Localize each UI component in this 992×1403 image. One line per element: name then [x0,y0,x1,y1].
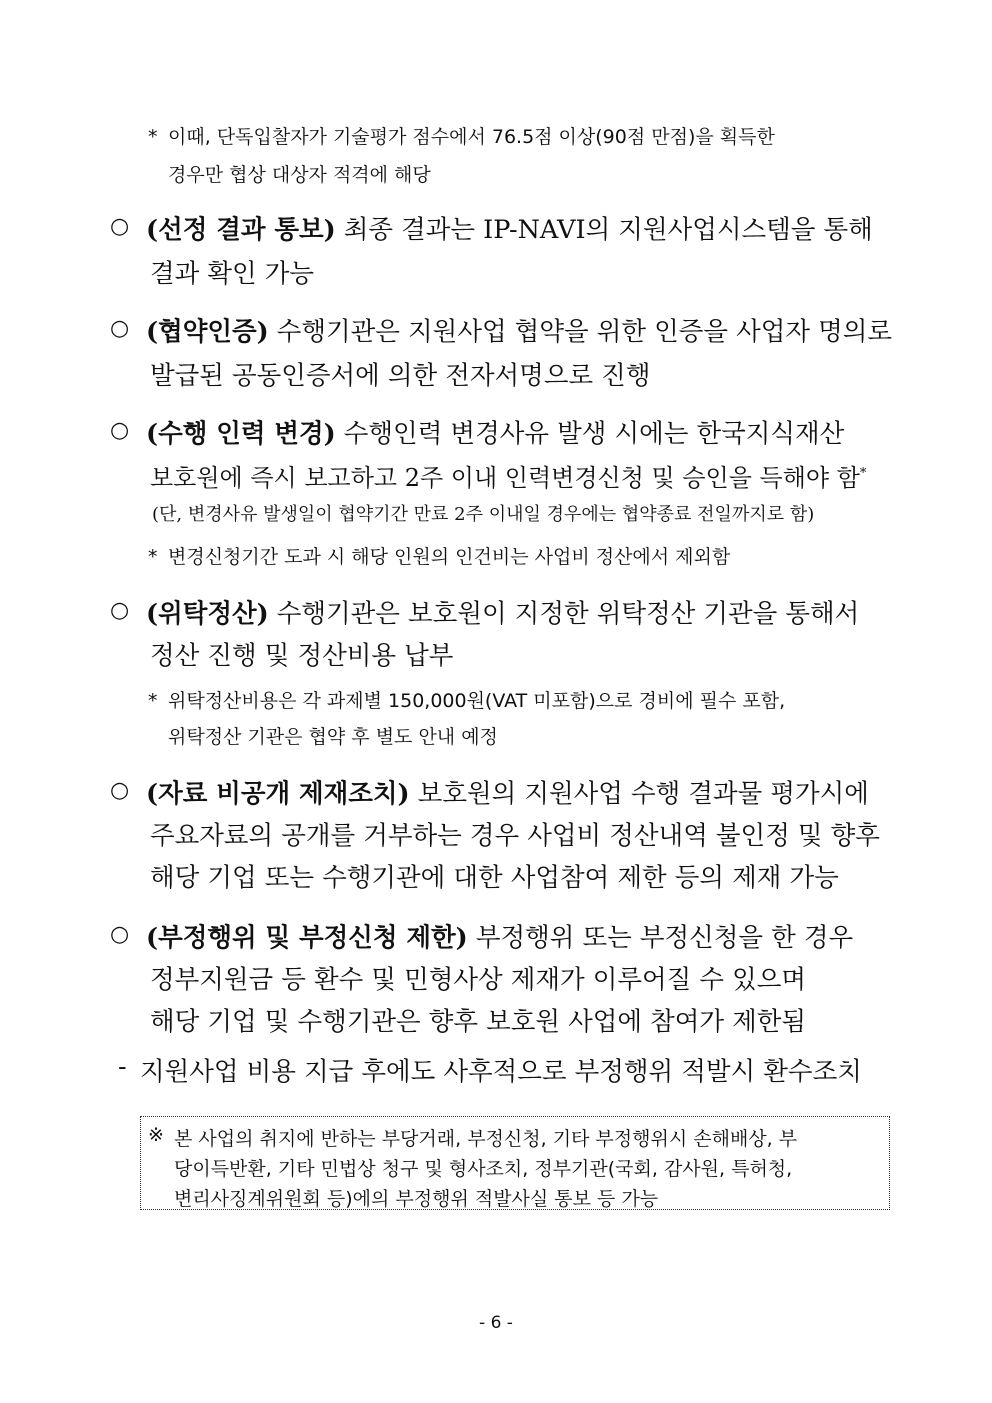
item-title: (선정 결과 통보) [146,215,336,245]
item-line [146,918,853,954]
item-text: 최종 결과는 IP-NAVI의 지원사업시스템을 통해 [335,215,873,245]
page-number: - 6 - [479,1313,513,1333]
item-title: (부정행위 및 부정신청 제한) [146,923,468,953]
dash-mark: - [118,1052,127,1082]
dash-text: 지원사업 비용 지급 후에도 사후적으로 부정행위 적발시 환수조치 [140,1057,862,1087]
note-mark: * [148,690,158,712]
notice-text: 변리사징계위원회 등)에의 부정행위 적발사실 통보 등 가능 [174,1188,659,1210]
item-line [146,774,869,810]
bullet-icon: ○ [110,778,130,803]
note-mark: * [148,546,158,568]
item-text: 정산 진행 및 정산비용 납부 [150,641,454,671]
footnote-mark: * [859,466,867,481]
bullet-icon: ○ [110,316,130,341]
item-title: (수행 인력 변경) [146,419,336,449]
item-line [146,594,859,630]
item-text: 수행기관은 보호원이 지정한 위탁정산 기관을 통해서 [268,599,860,629]
item-text: 수행기관은 지원사업 협약을 위한 인증을 사업자 명의로 [268,317,892,347]
item-text: 부정행위 또는 부정신청을 한 경우 [467,923,854,953]
item-paren: (단, 변경사유 발생일이 협약기간 만료 2주 이내일 경우에는 협약종료 전일까지로 함) [152,504,815,525]
item-text: 결과 확인 가능 [150,259,315,289]
bullet-icon: ○ [110,214,130,239]
notice-text: 본 사업의 취지에 반하는 부당거래, 부정신청, 기타 부정행위시 손해배상, 부 [174,1128,798,1150]
bullet-icon: ○ [110,598,130,623]
item-text: 수행인력 변경사유 발생 시에는 한국지식재산 [335,419,845,449]
note-mark: * [148,126,158,148]
note-text: 이때, 단독입찰자가 기술평가 점수에서 76.5점 이상(90점 만점)을 획득한 [168,126,775,148]
item-line [146,312,892,348]
item-text: 해당 기업 및 수행기관은 향후 보호원 사업에 참여가 제한됨 [150,1007,807,1037]
bullet-icon: ○ [110,418,130,443]
item-text: 주요자료의 공개를 거부하는 경우 사업비 정산내역 불인정 및 향후 [150,821,880,851]
bullet-icon: ○ [110,922,130,947]
note-text: 위탁정산 기관은 협약 후 별도 안내 예정 [168,726,498,748]
item-text: 보호원의 지원사업 수행 결과물 평가시에 [409,779,869,809]
notice-mark: ※ [148,1124,164,1146]
item-line [150,458,866,493]
notice-text: 당이득반환, 기타 민법상 청구 및 형사조치, 정부기관(국회, 감사원, 특허청, [174,1158,793,1180]
item-text: 보호원에 즉시 보고하고 2주 이내 인력변경신청 및 승인을 득해야 함 [150,464,860,492]
item-title: (협약인증) [146,317,269,347]
note-text: 경우만 협상 대상자 적격에 해당 [168,164,431,186]
note-text: 변경신청기간 도과 시 해당 인원의 인건비는 사업비 정산에서 제외함 [168,546,731,568]
item-text: 발급된 공동인증서에 의한 전자서명으로 진행 [150,361,651,391]
note-text: 위탁정산비용은 각 과제별 150,000원(VAT 미포함)으로 경비에 필수 포함, [168,690,786,712]
item-title: (위탁정산) [146,599,269,629]
item-text: 정부지원금 등 환수 및 민형사상 제재가 이루어질 수 있으며 [150,965,807,995]
item-line [146,210,873,246]
item-title: (자료 비공개 제재조치) [146,779,410,809]
item-line [146,414,844,450]
item-text: 해당 기업 또는 수행기관에 대한 사업참여 제한 등의 제재 가능 [150,863,839,893]
